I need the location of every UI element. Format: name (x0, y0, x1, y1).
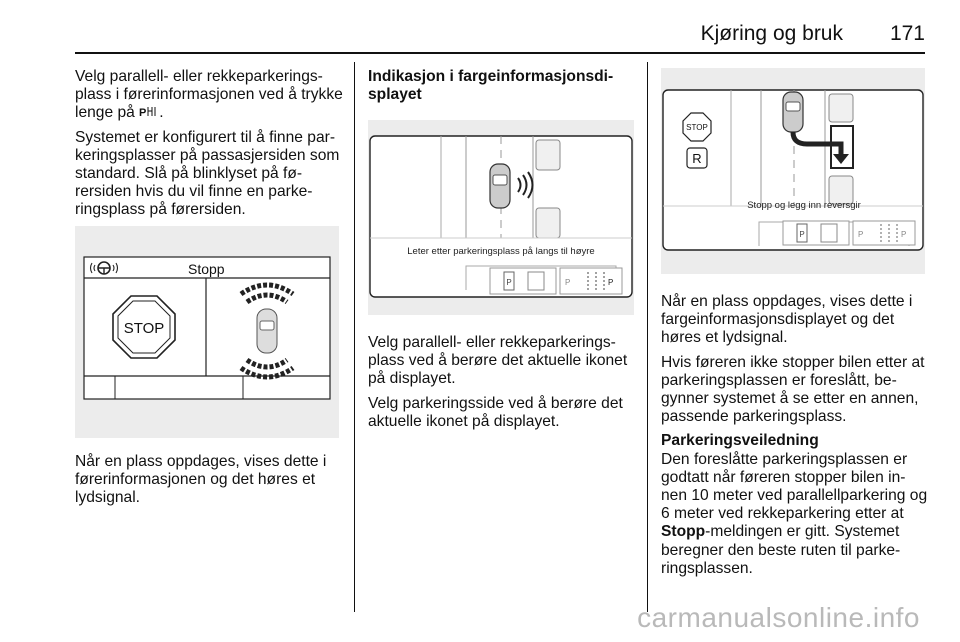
color-display-figure-2 (661, 68, 925, 274)
parking-mode-buttons (490, 268, 622, 294)
park-assist-icon (139, 105, 159, 118)
section-heading: Parkeringsveiledning (661, 432, 819, 450)
svg-text:STOP: STOP (123, 320, 165, 337)
page-number: 171 (889, 22, 925, 45)
figure-label-stopp: Stopp (188, 261, 225, 277)
display-caption: Stopp og legg inn reversgir (747, 200, 861, 211)
section-heading: Indikasjon i fargeinformasjonsdi-splayet (368, 68, 614, 104)
column-2-text (368, 334, 640, 437)
reverse-gear-icon (687, 148, 707, 168)
column-divider (354, 62, 355, 612)
stop-sign-icon (683, 113, 711, 141)
color-display-figure-1 (368, 120, 634, 315)
paragraph: Når en plass oppdages, vises dette i førerinformasjonen og det høres et lydsignal. (75, 453, 327, 507)
paragraph: Systemet er konfigurert til å finne par-keringsplasser på passasjersiden som standard. Slå på blinklyset på fø-rersiden hvis du vil finne en parke-ringsplass på førersiden. (75, 128, 340, 219)
paragraph: Når en plass oppdages, vises dette i fargeinformasjonsdisplayet og det høres et lydsignal. (661, 293, 913, 347)
column-3-text (661, 293, 929, 584)
paragraph: Velg parallell- eller rekkeparkerings-plass i førerinformasjonen ved å trykke lenge på P . (75, 68, 343, 122)
column-divider (647, 62, 648, 612)
paragraph: Velg parallell- eller rekkeparkerings-plass ved å berøre det aktuelle ikonet på displayet. (368, 334, 628, 388)
header-rule (75, 52, 925, 54)
svg-text:P: P (608, 278, 614, 287)
svg-text:P: P (858, 230, 864, 239)
car-icon (783, 92, 803, 132)
paragraph: Den foreslåtte parkeringsplassen er godtatt når føreren stopper bilen in-nen 10 meter ved parallellparkering og 6 meter ved rekkeparkering etter at Stopp-meldingen er gitt. Systemet beregner den beste ruten til parke-ringsplassen. (661, 450, 928, 577)
watermark: carmanualsonline.info (637, 602, 920, 633)
svg-text:P: P (901, 230, 907, 239)
paragraph: Velg parkeringsside ved å berøre det aktuelle ikonet på displayet. (368, 394, 623, 430)
parking-mode-buttons (783, 221, 915, 245)
svg-text:P: P (565, 278, 571, 287)
section-title: Kjøring og bruk (700, 22, 843, 45)
svg-text:STOP: STOP (686, 123, 708, 132)
display-caption: Leter etter parkeringsplass på langs til høyre (407, 246, 595, 257)
driver-info-figure (75, 226, 339, 438)
svg-text:P: P (506, 278, 512, 287)
paragraph: Hvis føreren ikke stopper bilen etter at parkeringsplassen er foreslått, be-gynner systemet å se etter en annen, passende parkeringsplass. (661, 353, 925, 426)
column-2 (368, 68, 636, 104)
column-1-bottom (75, 453, 343, 514)
svg-text:R: R (692, 151, 702, 166)
stop-sign-icon (113, 296, 175, 358)
column-1 (75, 68, 343, 226)
page-header (75, 22, 925, 48)
svg-text:P: P (799, 230, 805, 239)
svg-text:P: P (139, 107, 147, 119)
